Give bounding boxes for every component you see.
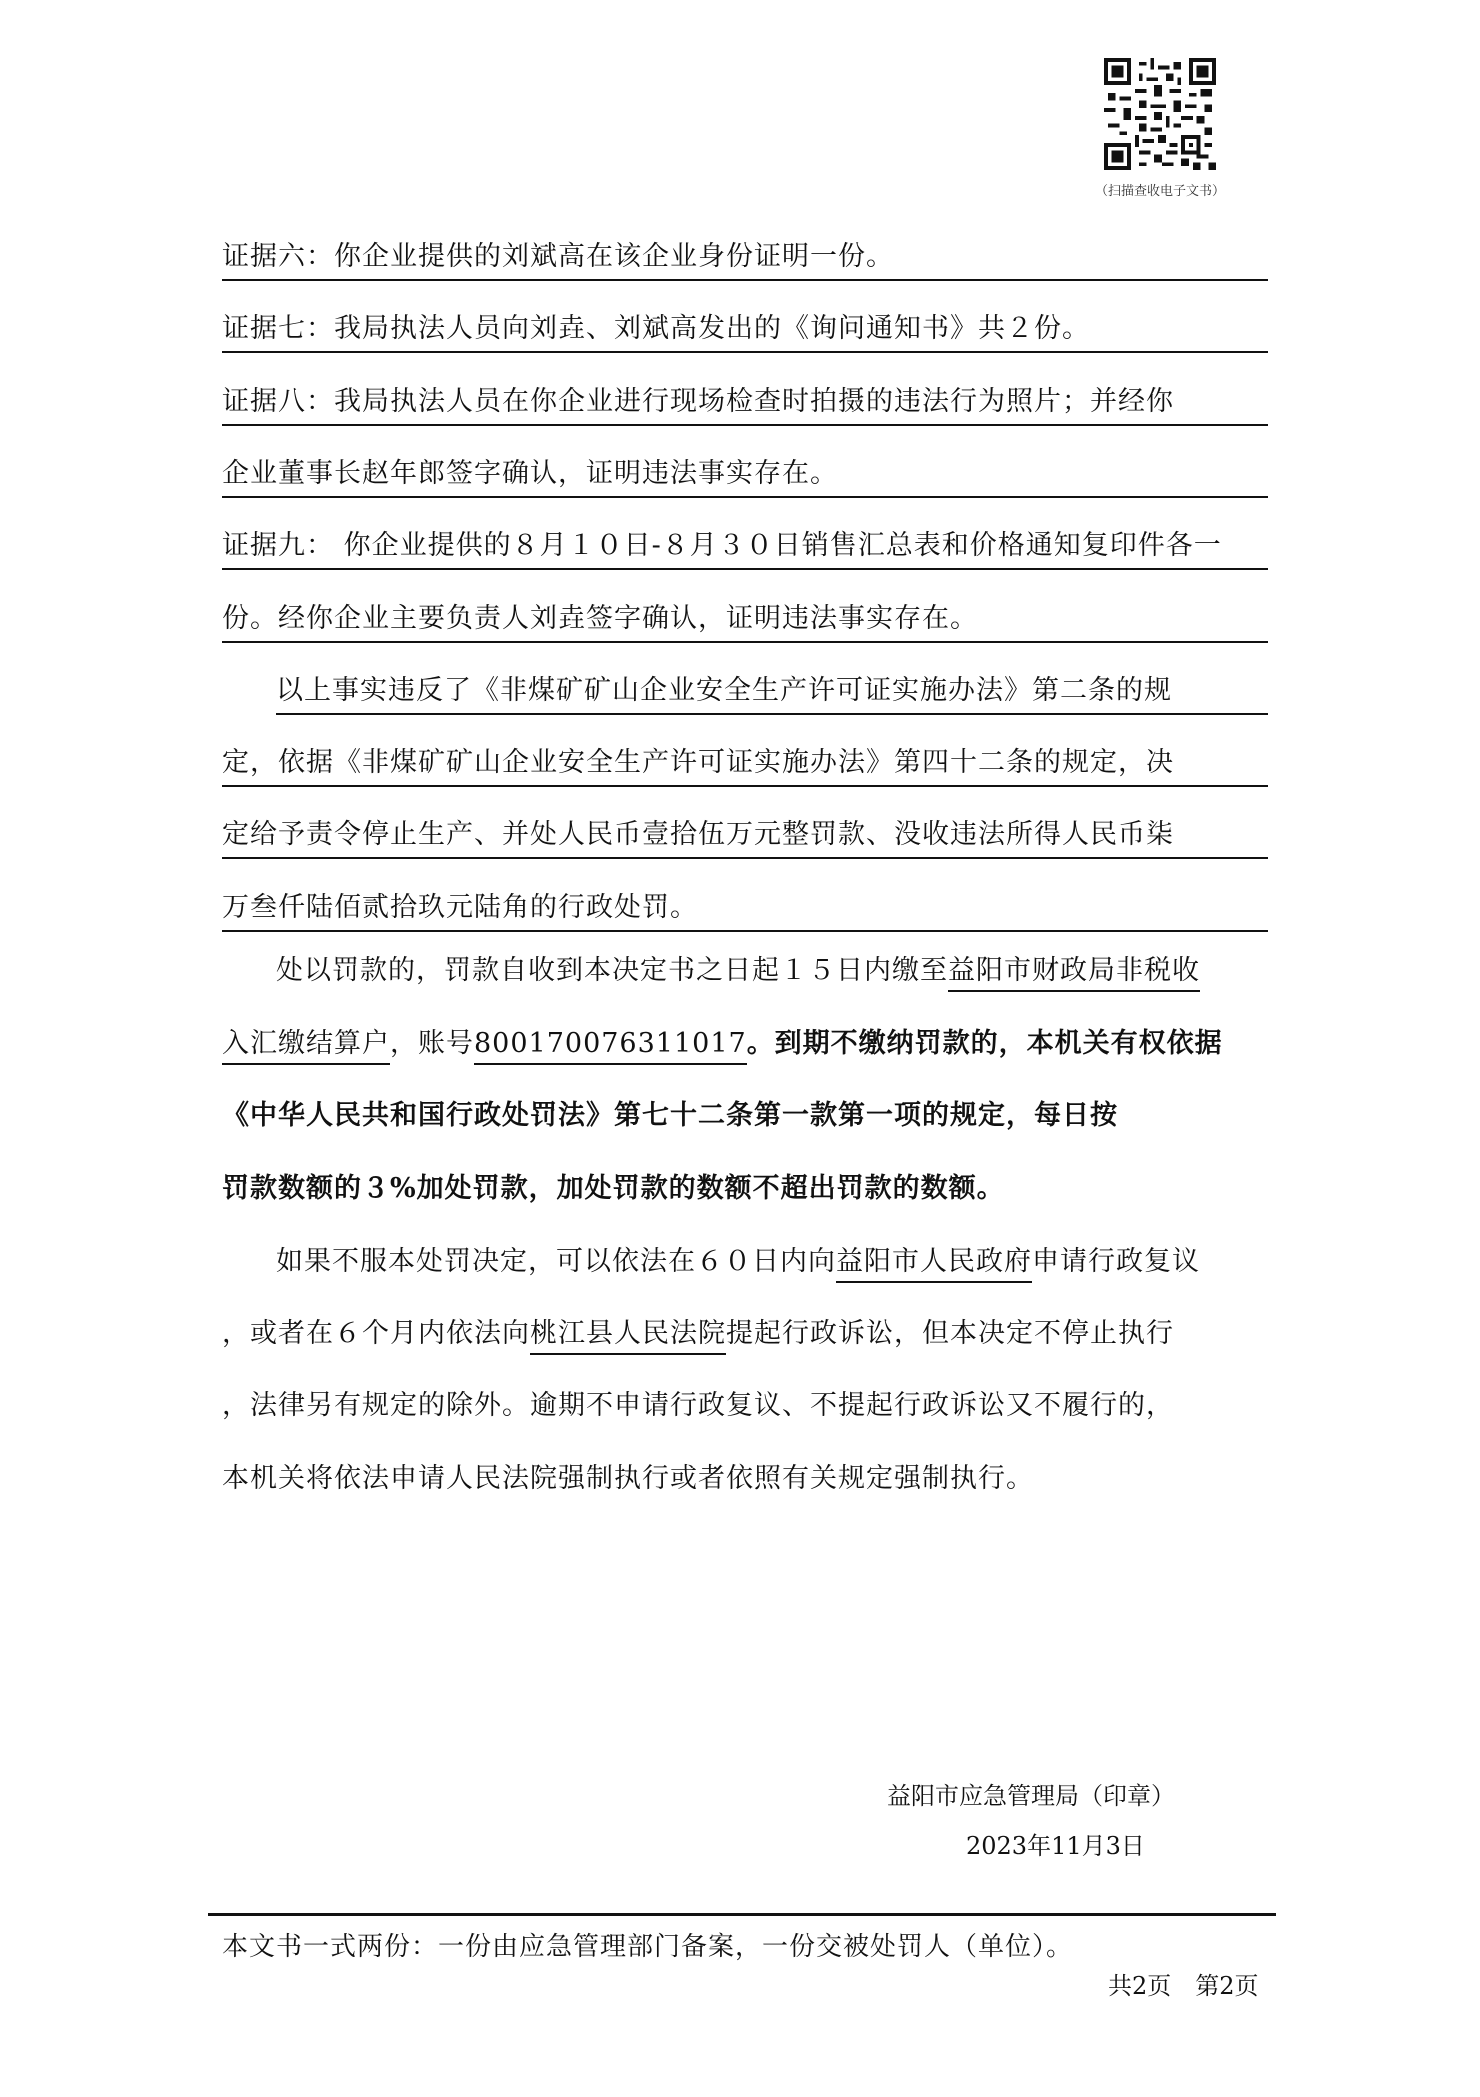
footer-divider <box>208 1913 1276 1916</box>
payment-line-3: 《中华人民共和国行政处罚法》第七十二条第一款第一项的规定，每日按 <box>222 1100 1118 1131</box>
appeal-text: ，或者在６个月内依法向 <box>222 1318 530 1349</box>
facts-text: 定给予责令停止生产、并处人民币壹拾伍万元整罚款、没收违法所得人民币柒 <box>222 819 1174 850</box>
bank-name: 入汇缴结算户 <box>222 1028 390 1065</box>
issuing-authority: 益阳市应急管理局（印章） <box>887 1782 1175 1810</box>
evidence-line <box>222 221 1268 281</box>
evidence-line <box>222 366 1268 426</box>
evidence-text: 证据九： 你企业提供的８月１０日-８月３０日销售汇总表和价格通知复印件各一 <box>222 530 1222 561</box>
qr-caption: （扫描查收电子文书） <box>1094 184 1225 199</box>
appeal-text: 如果不服本处罚决定，可以依法在６０日内向 <box>276 1246 836 1277</box>
page-number: 共2页 第2页 <box>1108 1972 1259 2000</box>
appeal-text: 提起行政诉讼，但本决定不停止执行 <box>726 1318 1174 1349</box>
facts-line <box>222 872 1268 932</box>
payment-text: 处以罚款的，罚款自收到本决定书之日起１５日内缴至 <box>276 955 948 986</box>
facts-text: 万叁仟陆佰贰拾玖元陆角的行政处罚。 <box>222 892 698 923</box>
facts-line <box>276 655 1268 715</box>
facts-text: 以上事实违反了《非煤矿矿山企业安全生产许可证实施办法》第二条的规 <box>276 675 1172 706</box>
footer-note: 本文书一式两份：一份由应急管理部门备案，一份交被处罚人（单位）。 <box>222 1932 1074 1962</box>
appeal-line-1 <box>276 1239 1200 1278</box>
payment-line-1 <box>276 948 1200 987</box>
evidence-line <box>222 583 1268 643</box>
qr-code-icon[interactable] <box>1104 58 1216 170</box>
issue-date: 2023年11月3日 <box>966 1832 1145 1860</box>
evidence-text: 证据六：你企业提供的刘斌高在该企业身份证明一份。 <box>222 241 894 272</box>
payment-line-4: 罚款数额的３%加处罚款，加处罚款的数额不超出罚款的数额。 <box>222 1173 1005 1204</box>
evidence-text: 份。经你企业主要负责人刘垚签字确认，证明违法事实存在。 <box>222 603 978 634</box>
bank-name: 益阳市财政局非税收 <box>948 955 1200 992</box>
evidence-line <box>222 510 1268 570</box>
facts-line <box>222 799 1268 859</box>
appeal-line-2 <box>222 1311 1174 1350</box>
facts-text: 定，依据《非煤矿矿山企业安全生产许可证实施办法》第四十二条的规定，决 <box>222 747 1174 778</box>
evidence-line <box>222 293 1268 353</box>
payment-line-2 <box>222 1021 1223 1060</box>
account-number: 800170076311017 <box>474 1028 747 1065</box>
qr-block <box>1085 58 1235 199</box>
facts-line <box>222 727 1268 787</box>
appeal-line-3: ，法律另有规定的除外。逾期不申请行政复议、不提起行政诉讼又不履行的， <box>222 1390 1174 1421</box>
evidence-text: 证据七：我局执法人员向刘垚、刘斌高发出的《询问通知书》共２份。 <box>222 313 1090 344</box>
review-authority: 益阳市人民政府 <box>836 1246 1032 1283</box>
court-name: 桃江县人民法院 <box>530 1318 726 1355</box>
evidence-text: 证据八：我局执法人员在你企业进行现场检查时拍摄的违法行为照片；并经你 <box>222 386 1174 417</box>
payment-warning: 。到期不缴纳罚款的，本机关有权依据 <box>746 1028 1223 1059</box>
evidence-line <box>222 438 1268 498</box>
evidence-text: 企业董事长赵年郎签字确认，证明违法事实存在。 <box>222 458 838 489</box>
appeal-line-4: 本机关将依法申请人民法院强制执行或者依照有关规定强制执行。 <box>222 1463 1034 1494</box>
payment-text: ，账号 <box>390 1028 474 1059</box>
appeal-text: 申请行政复议 <box>1032 1246 1200 1277</box>
